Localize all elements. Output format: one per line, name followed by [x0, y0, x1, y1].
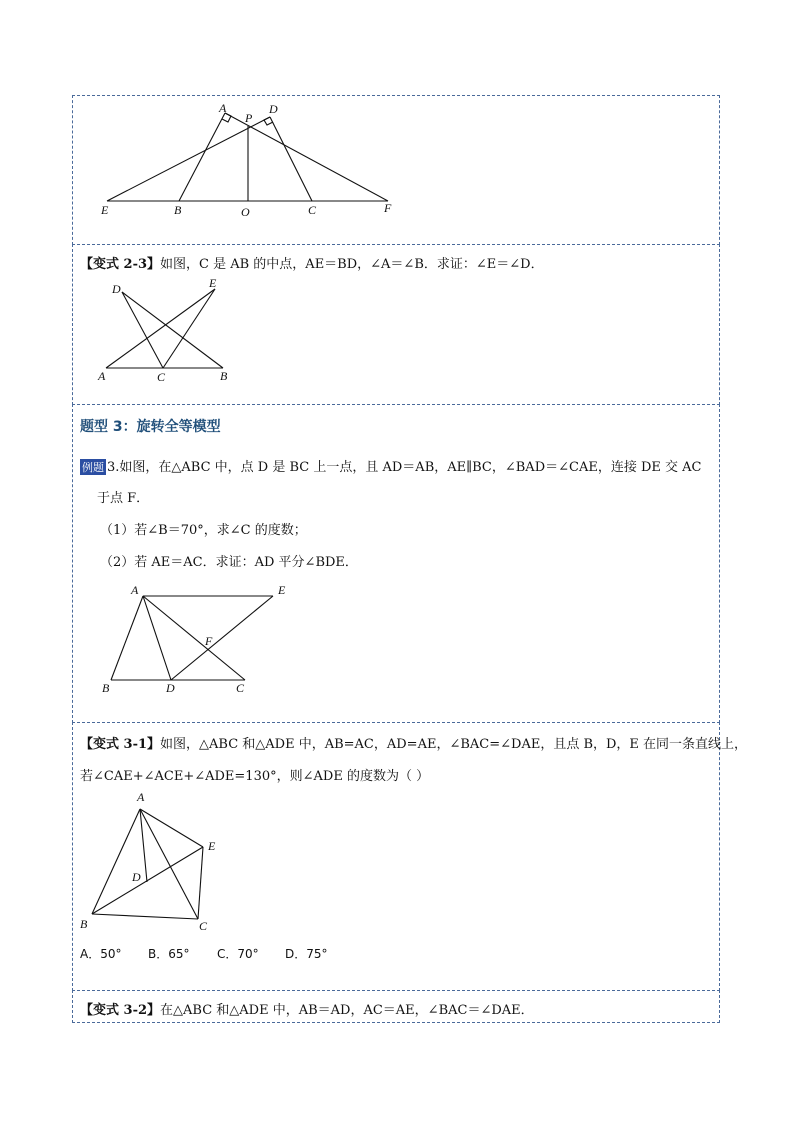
option-b: B．65°	[148, 947, 190, 961]
label-D: D	[269, 102, 278, 116]
label-E: E	[278, 583, 286, 597]
option-a: A．50°	[80, 947, 122, 961]
variant-2-3-text: 如图，C 是 AB 的中点，AE＝BD，∠A＝∠B．求证：∠E＝∠D．	[160, 257, 544, 272]
label-F: F	[384, 201, 392, 215]
option-d: D．75°	[285, 947, 328, 961]
variant-3-1-text: 如图，△ABC 和△ADE 中，AB=AC，AD=AE，∠BAC=∠DAE，且点 B，D，E 在同一条直线上，	[160, 737, 748, 752]
label-A: A	[98, 369, 106, 383]
label-B: B	[220, 369, 228, 383]
figure-variant-2-3	[95, 274, 245, 386]
example-3-line2: 于点 F．	[97, 491, 150, 506]
figure-perpendicular-lines	[95, 100, 405, 225]
label-O: O	[241, 205, 250, 219]
variant-3-1-line1	[80, 733, 747, 752]
label-E: E	[209, 276, 217, 290]
label-C: C	[199, 919, 208, 933]
label-D: D	[112, 282, 121, 296]
label-E: E	[208, 839, 216, 853]
figure-variant-3-1	[75, 786, 235, 936]
example-3-question-1: （1）若∠B＝70°，求∠C 的度数；	[100, 523, 307, 538]
figure-example-3	[98, 580, 298, 695]
label-A: A	[137, 790, 145, 804]
label-C: C	[236, 681, 245, 695]
label-D: D	[166, 681, 175, 695]
variant-3-1-tag: 【变式 3-1】	[80, 737, 161, 752]
option-c: C．70°	[217, 947, 259, 961]
label-E: E	[101, 203, 109, 217]
variant-2-3-statement	[80, 253, 544, 272]
variant-3-2-statement	[80, 999, 534, 1018]
example-3-text: 3.如图，在△ABC 中，点 D 是 BC 上一点，且 AD＝AB，AE∥BC，∠BAD＝∠CAE，连接 DE 交 AC	[107, 460, 702, 475]
label-D: D	[132, 870, 141, 884]
label-A: A	[131, 583, 139, 597]
label-B: B	[174, 203, 182, 217]
label-F: F	[205, 634, 213, 648]
label-B: B	[80, 917, 88, 931]
label-C: C	[308, 203, 317, 217]
label-A: A	[219, 101, 227, 115]
variant-2-3-tag: 【变式 2-3】	[80, 257, 161, 272]
label-B: B	[102, 681, 110, 695]
example-3-question-2: （2）若 AE＝AC．求证：AD 平分∠BDE．	[100, 555, 358, 570]
example-badge: 例题	[82, 461, 104, 474]
example-3-line1	[80, 456, 701, 475]
variant-3-2-tag: 【变式 3-2】	[80, 1003, 161, 1018]
label-P: P	[245, 111, 253, 125]
label-C: C	[157, 370, 166, 384]
section-title: 题型 3：旋转全等模型	[80, 419, 221, 435]
variant-3-1-line2: 若∠CAE+∠ACE+∠ADE=130°，则∠ADE 的度数为（ ）	[80, 769, 430, 784]
variant-3-2-text: 在△ABC 和△ADE 中，AB＝AD，AC＝AE，∠BAC＝∠DAE．	[160, 1003, 534, 1018]
